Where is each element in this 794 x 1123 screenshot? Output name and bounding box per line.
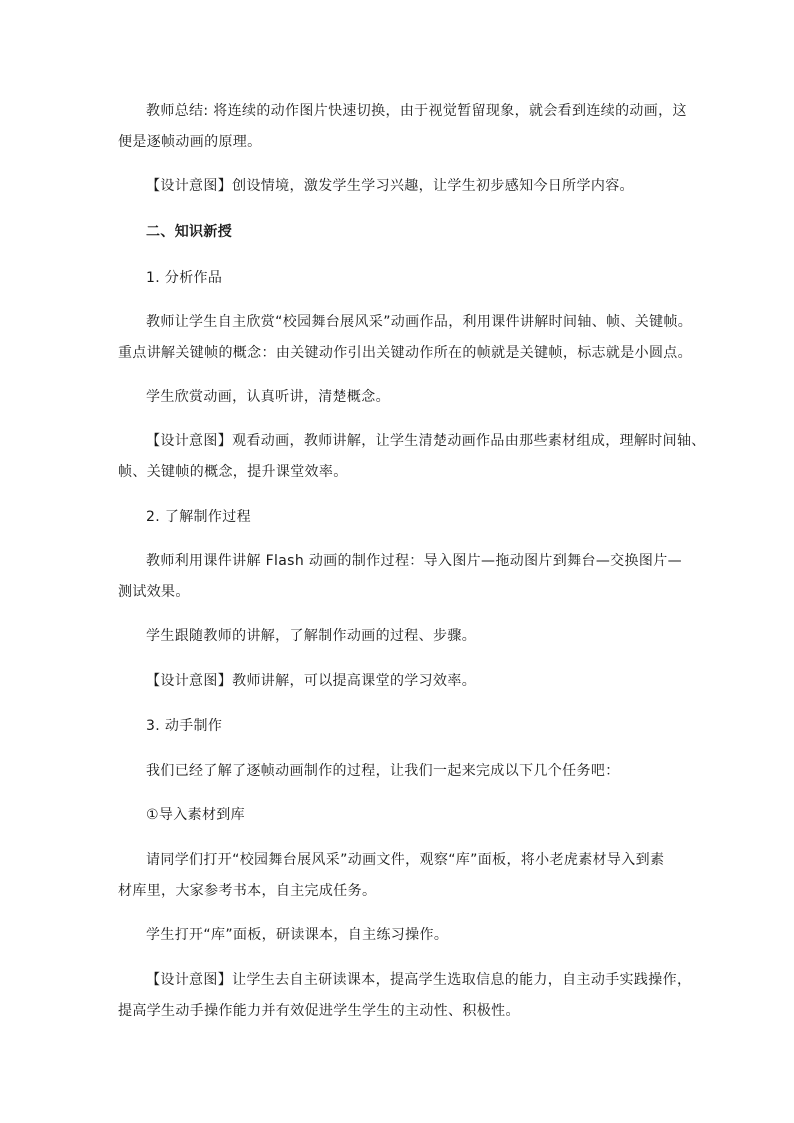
paragraph-teacher-explains-keyframes (118, 307, 693, 369)
paragraph-line: 【设计意图】教师讲解，可以提高课堂的学习效率。 (146, 673, 477, 689)
paragraph-line: 学生欣赏动画，认真听讲，清楚概念。 (146, 389, 390, 405)
paragraph-line: 便是逐帧动画的原理。 (118, 134, 262, 150)
paragraph-design-intent-2 (118, 426, 706, 488)
subheading-analyze-work (118, 263, 688, 294)
paragraph-students-open-library (118, 920, 688, 951)
paragraph-line: 测试效果。 (118, 584, 190, 600)
paragraph-line: 重点讲解关键帧的概念：由关键动作引出关键动作所在的帧就是关键帧，标志就是小圆点。 (118, 345, 692, 361)
heading-line: 二、知识新授 (146, 224, 233, 240)
paragraph-line: 材库里，大家参考书本，自主完成任务。 (118, 883, 377, 899)
paragraph-line: 【设计意图】让学生去自主研读课本，提高学生选取信息的能力，自主动手实践操作， (146, 972, 692, 988)
subheading-line: 3. 动手制作 (146, 718, 223, 734)
subheading-line: 1. 分析作品 (146, 270, 223, 286)
subheading-production-process (118, 502, 688, 533)
paragraph-design-intent-4 (118, 965, 692, 1027)
paragraph-line: 教师利用课件讲解 Flash 动画的制作过程：导入图片—拖动图片到舞台—交换图片— (146, 553, 682, 569)
section-heading-new-knowledge (118, 217, 688, 248)
paragraph-line: 帧、关键帧的概念，提升课堂效率。 (118, 464, 348, 480)
paragraph-flash-process (118, 546, 688, 608)
task-item-import-assets (118, 800, 688, 831)
paragraph-line: 提高学生动手操作能力并有效促进学生学生的主动性、积极性。 (118, 1003, 520, 1019)
paragraph-design-intent-3 (118, 666, 688, 697)
paragraph-line: 我们已经了解了逐帧动画制作的过程，让我们一起来完成以下几个任务吧： (146, 763, 620, 779)
paragraph-open-animation-file (118, 845, 688, 907)
paragraph-line: 学生打开“库”面板，研读课本，自主练习操作。 (146, 927, 449, 943)
paragraph-students-watch (118, 382, 688, 413)
paragraph-students-follow (118, 621, 688, 652)
paragraph-teacher-summary (118, 96, 688, 158)
subheading-hands-on (118, 711, 688, 742)
paragraph-line: 学生跟随教师的讲解，了解制作动画的过程、步骤。 (146, 628, 477, 644)
paragraph-design-intent-1 (118, 171, 688, 202)
paragraph-tasks-intro (118, 756, 688, 787)
task-line: ①导入素材到库 (146, 807, 246, 823)
paragraph-line: 教师让学生自主欣赏“校园舞台展风采”动画作品，利用课件讲解时间轴、帧、关键帧。 (146, 314, 693, 330)
subheading-line: 2. 了解制作过程 (146, 509, 251, 525)
paragraph-line: 教师总结: 将连续的动作图片快速切换，由于视觉暂留现象，就会看到连续的动画，这 (146, 103, 687, 119)
paragraph-line: 【设计意图】观看动画，教师讲解，让学生清楚动画作品由那些素材组成，理解时间轴、 (146, 433, 706, 449)
paragraph-line: 【设计意图】创设情境，激发学生学习兴趣，让学生初步感知今日所学内容。 (146, 178, 634, 194)
paragraph-line: 请同学们打开“校园舞台展风采”动画文件，观察“库”面板，将小老虎素材导入到素 (146, 852, 665, 868)
